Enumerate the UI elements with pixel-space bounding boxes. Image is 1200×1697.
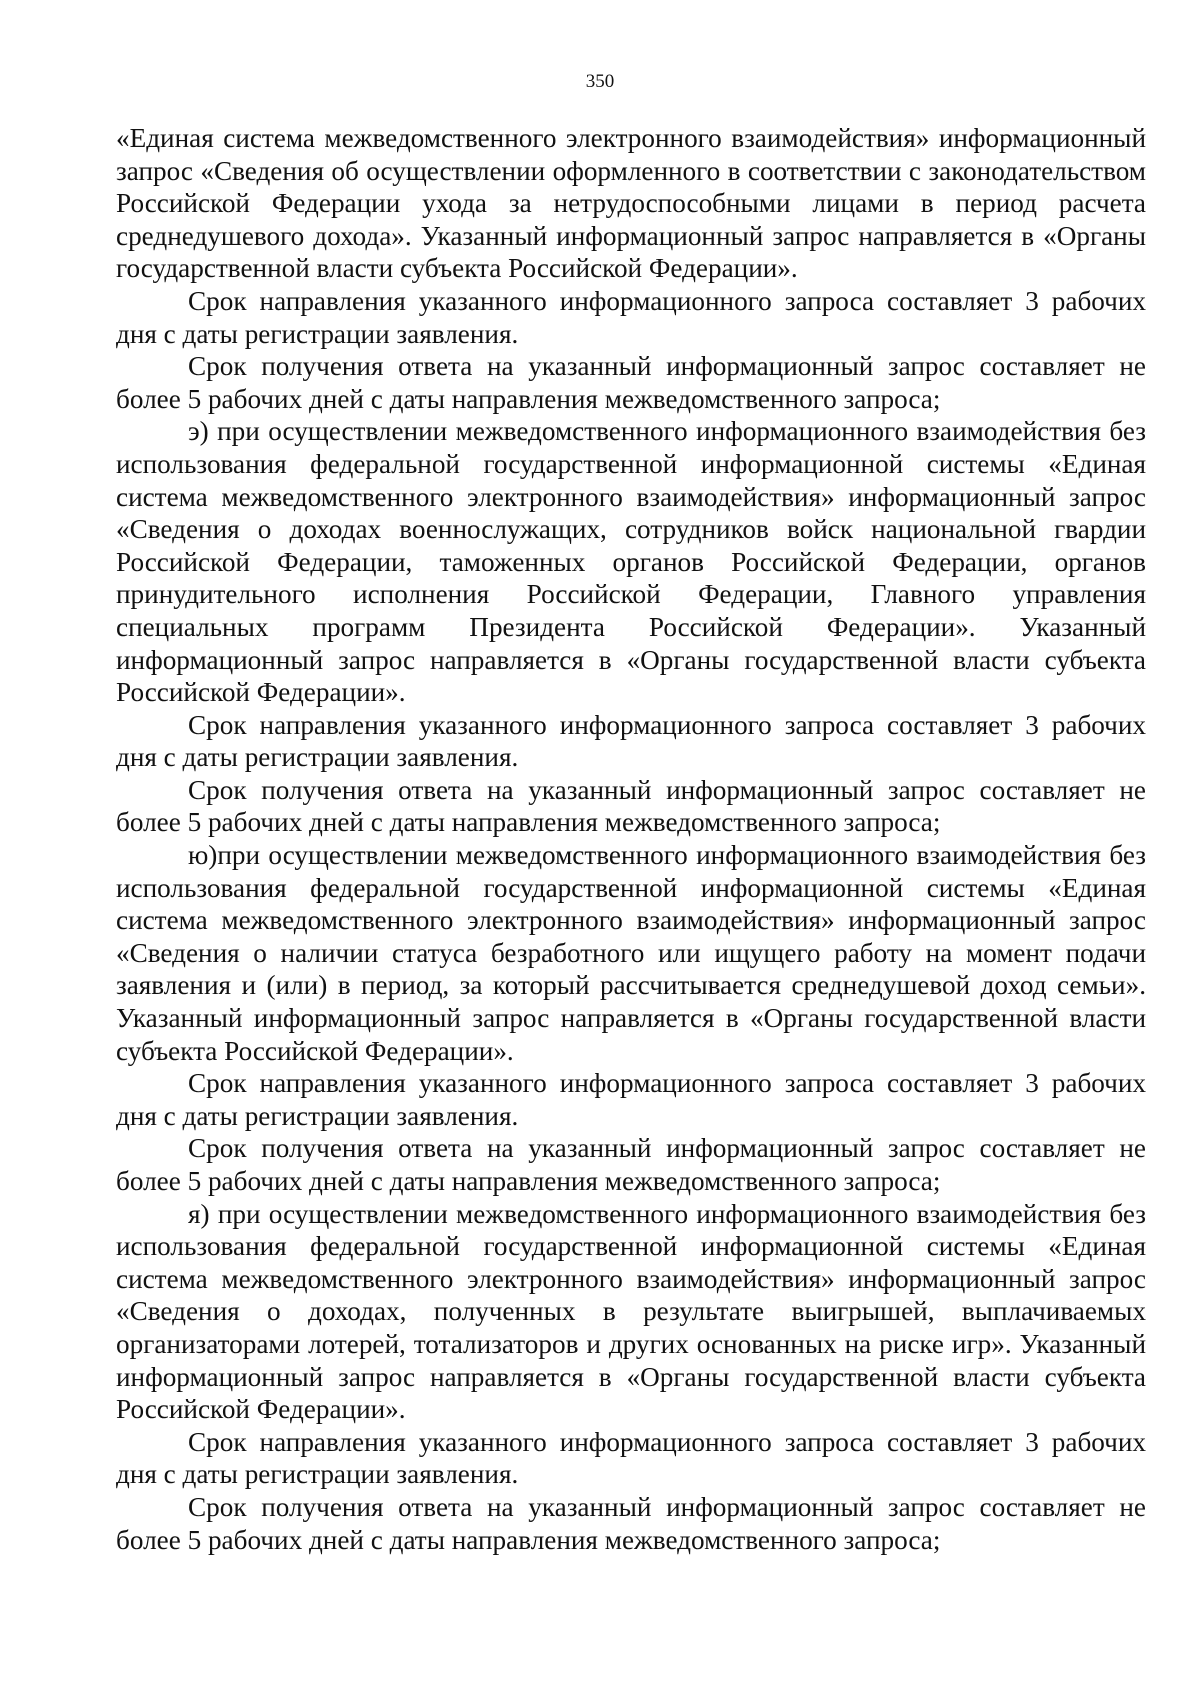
page-number: 350 [585, 71, 615, 92]
paragraph-response-deadline: Срок получения ответа на указанный информационный запрос составляет не более 5 рабочих дней с даты направления межведомственного запроса; [116, 351, 1146, 414]
paragraph-response-deadline: Срок получения ответа на указанный информационный запрос составляет не более 5 рабочих дней с даты направления межведомственного запроса; [116, 1133, 1146, 1196]
paragraph-send-deadline: Срок направления указанного информационного запроса составляет 3 рабочих дня с даты регистрации заявления. [116, 709, 1146, 773]
paragraph-response-deadline: Срок получения ответа на указанный информационный запрос составляет не более 5 рабочих дней с даты направления межведомственного запроса; [116, 1491, 1146, 1555]
paragraph-send-deadline: Срок направления указанного информационного запроса составляет 3 рабочих дня с даты регистрации заявления. [116, 1068, 1146, 1131]
paragraph-continuation: «Единая система межведомственного электронного взаимодействия» информационный запрос «Сведения об осуществлении оформленного в соответствии с законодательством Российской Федерации ухода за нетрудоспособными лицами в период расчета среднедушевого дохода». Указанный информационный запрос направляется в «Органы государственной власти субъекта Российской Федерации». [116, 123, 1146, 284]
paragraph-item-yu: ю)при осуществлении межведомственного информационного взаимодействия без использования федеральной государственной информационной системы «Единая система межведомственного электронного взаимодействия» информационный запрос «Сведения о наличии статуса безработного или ищущего работу на момент подачи заявления и (или) в период, за который рассчитывается среднедушевой доход семьи». Указанный информационный запрос направляется в «Органы государственной власти субъекта Российской Федерации». [116, 840, 1146, 1066]
paragraph-item-ya: я) при осуществлении межведомственного информационного взаимодействия без использования федеральной государственной информационной системы «Единая система межведомственного электронного взаимодействия» информационный запрос «Сведения о доходах, полученных в результате выигрышей, выплачиваемых организаторами лотерей, тотализаторов и других основанных на риске игр». Указанный информационный запрос направляется в «Органы государственной власти субъекта Российской Федерации». [116, 1198, 1146, 1425]
document-body [116, 122, 1146, 1556]
paragraph-send-deadline: Срок направления указанного информационного запроса составляет 3 рабочих дня с даты регистрации заявления. [116, 1426, 1146, 1490]
paragraph-send-deadline: Срок направления указанного информационного запроса составляет 3 рабочих дня с даты регистрации заявления. [116, 285, 1146, 349]
paragraph-response-deadline: Срок получения ответа на указанный информационный запрос составляет не более 5 рабочих дней с даты направления межведомственного запроса; [116, 774, 1146, 838]
paragraph-item-e: э) при осуществлении межведомственного информационного взаимодействия без использования федеральной государственной информационной системы «Единая система межведомственного электронного взаимодействия» информационный запрос «Сведения о доходах военнослужащих, сотрудников войск национальной гвардии Российской Федерации, таможенных органов Российской Федерации, органов принудительного исполнения Российской Федерации, Главного управления специальных программ Президента Российской Федерации». Указанный информационный запрос направляется в «Органы государственной власти субъекта Российской Федерации». [116, 416, 1146, 708]
